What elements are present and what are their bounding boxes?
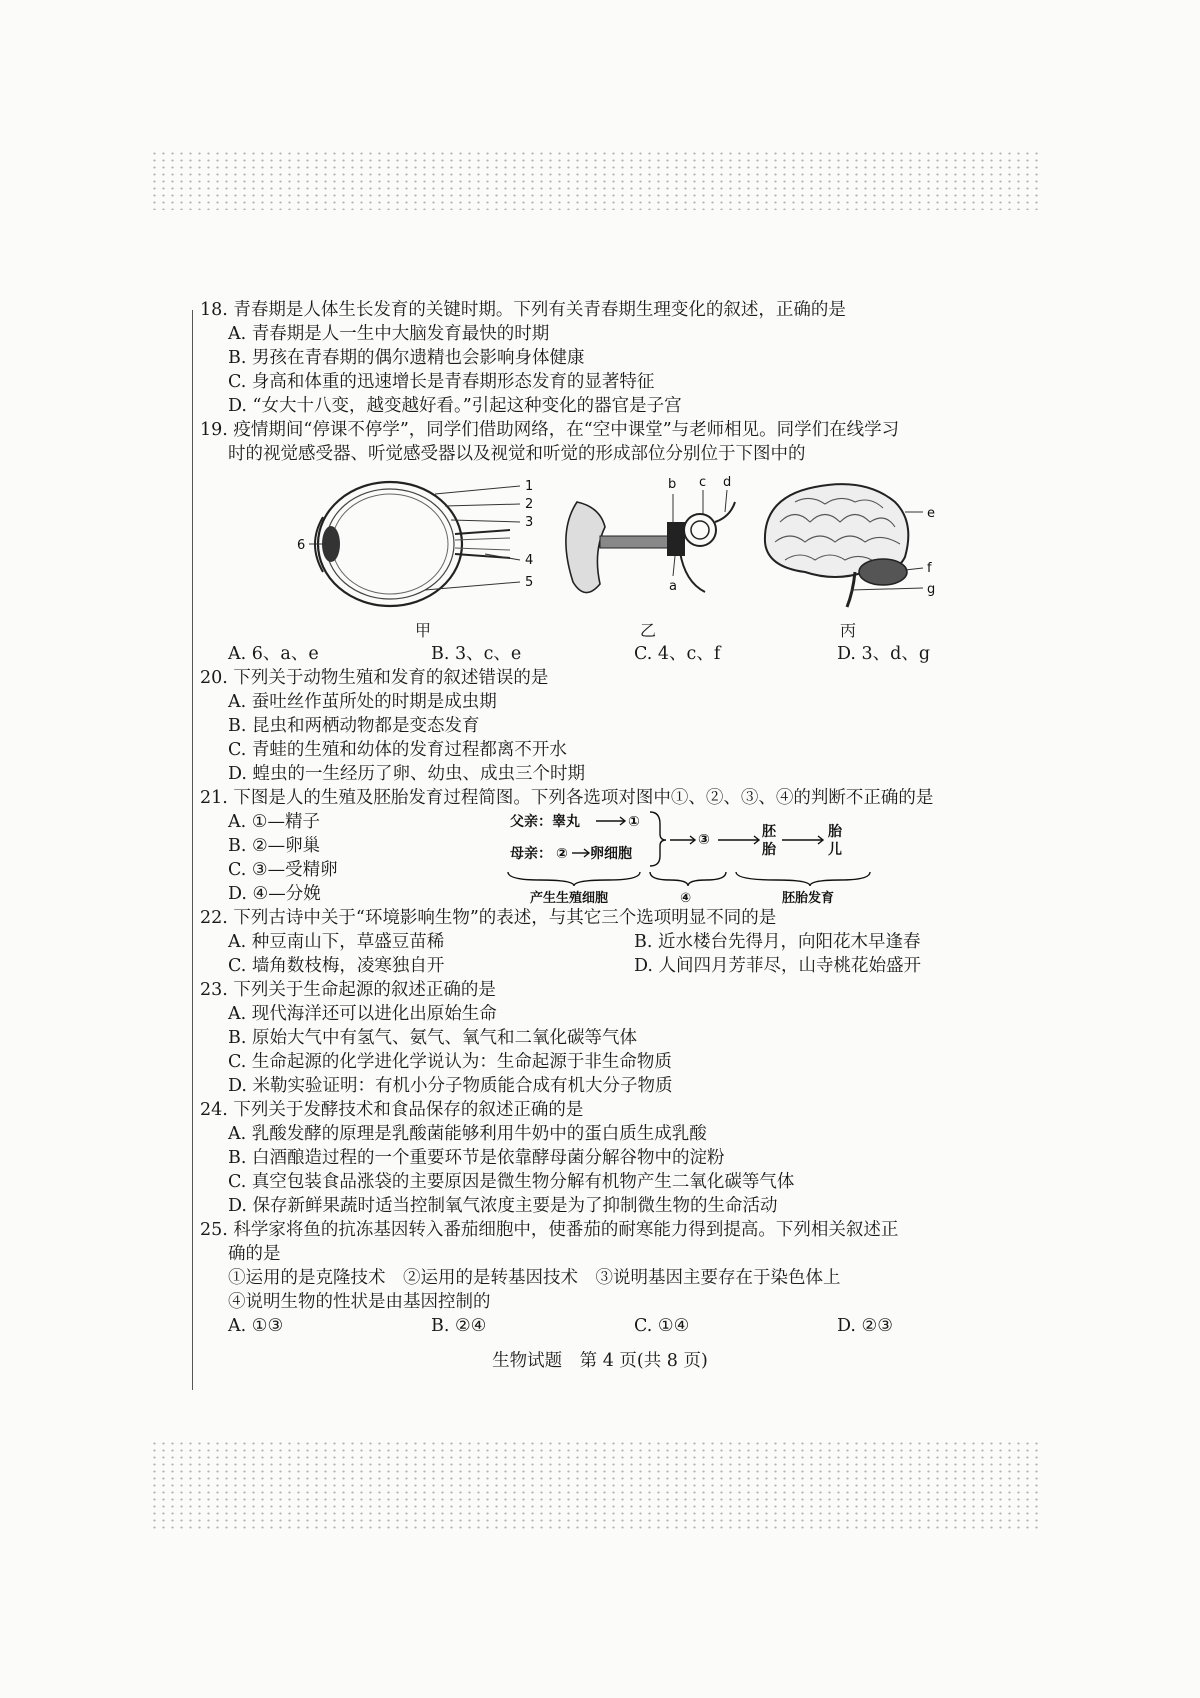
flow-embryo-1: 胚: [762, 824, 776, 840]
option-b: B. 3、c、e: [431, 644, 522, 664]
option-d: D. 保存新鲜果蔬时适当控制氧气浓度主要是为了抑制微生物的生命活动: [228, 1196, 778, 1216]
flow-embryo-2: 胎: [762, 842, 776, 858]
question-stem: 24. 下列关于发酵技术和食品保存的叙述正确的是: [200, 1100, 584, 1120]
figure-caption-bing: 丙: [840, 621, 857, 640]
flow-label-4: ④: [680, 891, 692, 906]
scan-noise-bottom: [150, 1440, 1040, 1530]
question-18: [200, 298, 1040, 418]
option-b: B. ②—卵巢: [228, 836, 321, 856]
figure-caption-jia: 甲: [415, 621, 432, 640]
question-24: [200, 1098, 1040, 1218]
reproduction-flow-diagram: [500, 806, 880, 906]
question-stem-cont: 确的是: [228, 1244, 281, 1264]
statement-line-2: ④说明生物的性状是由基因控制的: [228, 1292, 491, 1312]
option-b: B. ②④: [431, 1316, 487, 1336]
option-d: D. 蝗虫的一生经历了卵、幼虫、成虫三个时期: [228, 764, 586, 784]
option-b: B. 近水楼台先得月，向阳花木早逢春: [634, 932, 921, 952]
option-c: C. 墙角数枝梅，凌寒独自开: [228, 956, 445, 976]
options-row-1: [228, 930, 1040, 954]
brain-label-g: g: [927, 582, 936, 597]
option-c: C. ③—受精卵: [228, 860, 338, 880]
option-c: C. 身高和体重的迅速增长是青春期形态发育的显著特征: [228, 372, 655, 392]
statement-line-1: ①运用的是克隆技术 ②运用的是转基因技术 ③说明基因主要存在于染色体上: [228, 1268, 841, 1288]
option-c: C. 生命起源的化学进化学说认为：生命起源于非生命物质: [228, 1052, 672, 1072]
option-c: C. 真空包装食品涨袋的主要原因是微生物分解有机物产生二氧化碳等气体: [228, 1172, 795, 1192]
figure-row: [200, 472, 1040, 642]
option-d: D. 米勒实验证明：有机小分子物质能合成有机大分子物质: [228, 1076, 673, 1096]
ear-diagram: [555, 472, 745, 622]
flow-circle-3: ③: [698, 832, 710, 848]
eye-label-6: 6: [297, 538, 306, 553]
flow-mother: 母亲：: [510, 846, 552, 862]
options-row: [228, 642, 1040, 666]
flow-fetus-1: 胎: [828, 824, 842, 840]
option-b: B. 昆虫和两栖动物都是变态发育: [228, 716, 480, 736]
flow-father: 父亲：睾丸: [510, 814, 580, 830]
flow-circle-1: ①: [628, 814, 640, 830]
ear-label-c: c: [699, 475, 707, 490]
question-25: [200, 1218, 1040, 1338]
options-row-2: [228, 954, 1040, 978]
question-stem: 23. 下列关于生命起源的叙述正确的是: [200, 980, 496, 1000]
option-b: B. 男孩在青春期的偶尔遗精也会影响身体健康: [228, 348, 585, 368]
question-stem: 21. 下图是人的生殖及胚胎发育过程简图。下列各选项对图中①、②、③、④的判断不正确的是: [200, 788, 934, 808]
eye-label-3: 3: [525, 515, 534, 530]
option-a: A. 蚕吐丝作茧所处的时期是成虫期: [228, 692, 497, 712]
flow-circle-2: ②: [556, 846, 568, 862]
question-stem-cont: 时的视觉感受器、听觉感受器以及视觉和听觉的形成部位分别位于下图中的: [228, 444, 806, 464]
option-a: A. 现代海洋还可以进化出原始生命: [228, 1004, 497, 1024]
ear-label-d: d: [723, 475, 732, 490]
question-stem: 19. 疫情期间“停课不停学”，同学们借助网络，在“空中课堂”与老师相见。同学们在线学习: [200, 420, 900, 440]
option-d: D. 3、d、g: [837, 644, 931, 664]
question-stem: 18. 青春期是人体生长发育的关键时期。下列有关青春期生理变化的叙述，正确的是: [200, 300, 846, 320]
option-c: C. 4、c、f: [634, 644, 721, 664]
question-stem: 25. 科学家将鱼的抗冻基因转入番茄细胞中，使番茄的耐寒能力得到提高。下列相关叙述正: [200, 1220, 899, 1240]
option-c: C. 青蛙的生殖和幼体的发育过程都离不开水: [228, 740, 567, 760]
option-a: A. ①③: [228, 1316, 284, 1336]
ear-label-b: b: [668, 477, 677, 492]
option-b: B. 原始大气中有氢气、氨气、氧气和二氧化碳等气体: [228, 1028, 637, 1048]
option-d: D. ②③: [837, 1316, 893, 1336]
ear-label-a: a: [669, 579, 677, 594]
scan-noise-top: [150, 150, 1040, 210]
option-a: A. 青春期是人一生中大脑发育最快的时期: [228, 324, 550, 344]
question-stem: 22. 下列古诗中关于“环境影响生物”的表述，与其它三个选项明显不同的是: [200, 908, 777, 928]
eye-label-2: 2: [525, 497, 534, 512]
question-22: [200, 906, 1040, 978]
options-row: [228, 1314, 1040, 1338]
option-b: B. 白酒酿造过程的一个重要环节是依靠酵母菌分解谷物中的淀粉: [228, 1148, 725, 1168]
option-a: A. 种豆南山下，草盛豆苗稀: [228, 932, 445, 952]
question-23: [200, 978, 1040, 1098]
q21-body: [200, 810, 1040, 906]
flow-label-development: 胚胎发育: [782, 891, 835, 906]
eye-diagram: [295, 472, 555, 622]
brain-label-f: f: [927, 561, 932, 576]
exam-page: [200, 298, 1040, 1338]
page-footer: 生物试题 第 4 页(共 8 页): [492, 1351, 708, 1371]
binding-margin-line: [192, 310, 193, 1390]
question-stem: 20. 下列关于动物生殖和发育的叙述错误的是: [200, 668, 549, 688]
question-19: [200, 418, 1040, 666]
q21-options: [200, 810, 338, 906]
option-d: D. 人间四月芳菲尽，山寺桃花始盛开: [634, 956, 922, 976]
eye-label-4: 4: [525, 553, 534, 568]
eye-label-5: 5: [525, 575, 534, 590]
brain-label-e: e: [927, 506, 935, 521]
flow-egg: 卵细胞: [590, 846, 632, 862]
option-d: D. ④—分娩: [228, 884, 321, 904]
flow-fetus-2: 儿: [828, 842, 842, 858]
question-20: [200, 666, 1040, 786]
option-a: A. 乳酸发酵的原理是乳酸菌能够利用牛奶中的蛋白质生成乳酸: [228, 1124, 707, 1144]
option-a: A. ①—精子: [228, 812, 320, 832]
eye-label-1: 1: [525, 479, 534, 494]
option-c: C. ①④: [634, 1316, 690, 1336]
option-d: D. “女大十八变，越变越好看。”引起这种变化的器官是子宫: [228, 396, 682, 416]
figure-caption-yi: 乙: [640, 621, 657, 640]
option-a: A. 6、a、e: [228, 644, 319, 664]
flow-label-gamete: 产生生殖细胞: [530, 891, 609, 906]
question-21: [200, 786, 1040, 906]
brain-diagram: [755, 472, 945, 622]
